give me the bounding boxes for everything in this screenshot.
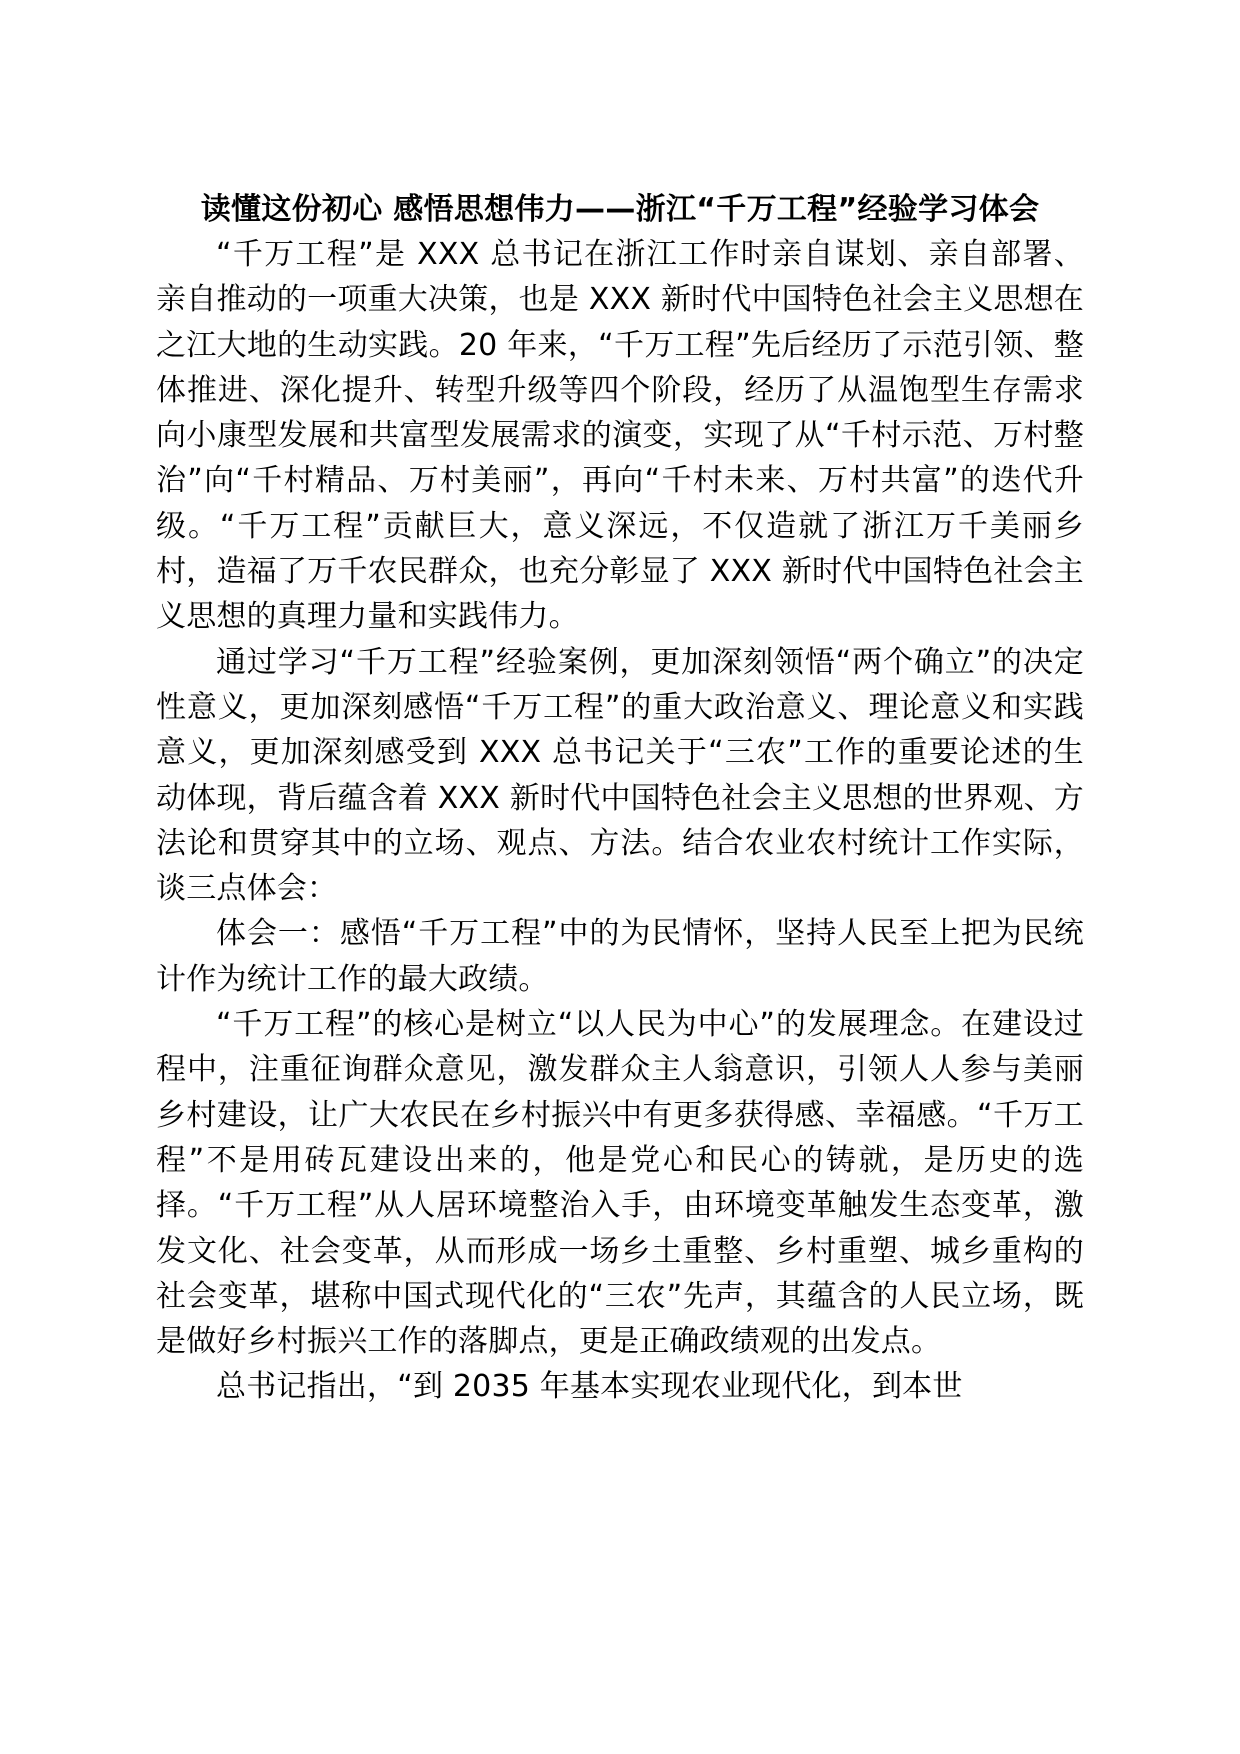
- paragraph-core-concept: “千万工程”的核心是树立“以人民为中心”的发展理念。在建设过程中，注重征询群众意见，激发群众主人翁意识，引领人人参与美丽乡村建设，让广大农民在乡村振兴中有更多获得感、幸福感。“千万工程”不是用砖瓦建设出来的，他是党心和民心的铸就，是历史的选择。“千万工程”从人居环境整治入手，由环境变革触发生态变革，激发文化、社会变革，从而形成一场乡土重整、乡村重塑、城乡重构的社会变革，堪称中国式现代化的“三农”先声，其蕴含的人民立场，既是做好乡村振兴工作的落脚点，更是正确政绩观的出发点。: [156, 1007, 1084, 1360]
- document-body: [156, 188, 1084, 1410]
- document-title: 读懂这份初心 感悟思想伟力——浙江“千万工程”经验学习体会: [200, 192, 1040, 227]
- paragraph-intro: “千万工程”是 XXX 总书记在浙江工作时亲自谋划、亲自部署、亲自推动的一项重大决策，也是 XXX 新时代中国特色社会主义思想在之江大地的生动实践。20 年来，“千万工程”先后经历了示范引领、整体推进、深化提升、转型升级等四个阶段，经历了从温饱型生存需求向小康型发展和共富型发展需求的演变，实现了从“千村示范、万村整治”向“千村精品、万村美丽”，再向“千村未来、万村共富”的迭代升级。“千万工程”贡献巨大，意义深远，不仅造就了浙江万千美丽乡村，造福了万千农民群众，也充分彰显了 XXX 新时代中国特色社会主义思想的真理力量和实践伟力。: [156, 237, 1084, 635]
- paragraph-study: 通过学习“千万工程”经验案例，更加深刻领悟“两个确立”的决定性意义，更加深刻感悟“千万工程”的重大政治意义、理论意义和实践意义，更加深刻感受到 XXX 总书记关于“三农”工作的重要论述的生动体现，背后蕴含着 XXX 新时代中国特色社会主义思想的世界观、方法论和贯穿其中的立场、观点、方法。结合农业农村统计工作实际，谈三点体会：: [156, 644, 1084, 907]
- paragraph-general-secretary-quote: 总书记指出，“到 2035 年基本实现农业现代化，到本世: [216, 1369, 963, 1405]
- paragraph-insight-one-heading: 体会一：感悟“千万工程”中的为民情怀，坚持人民至上把为民统计作为统计工作的最大政绩。: [156, 916, 1084, 997]
